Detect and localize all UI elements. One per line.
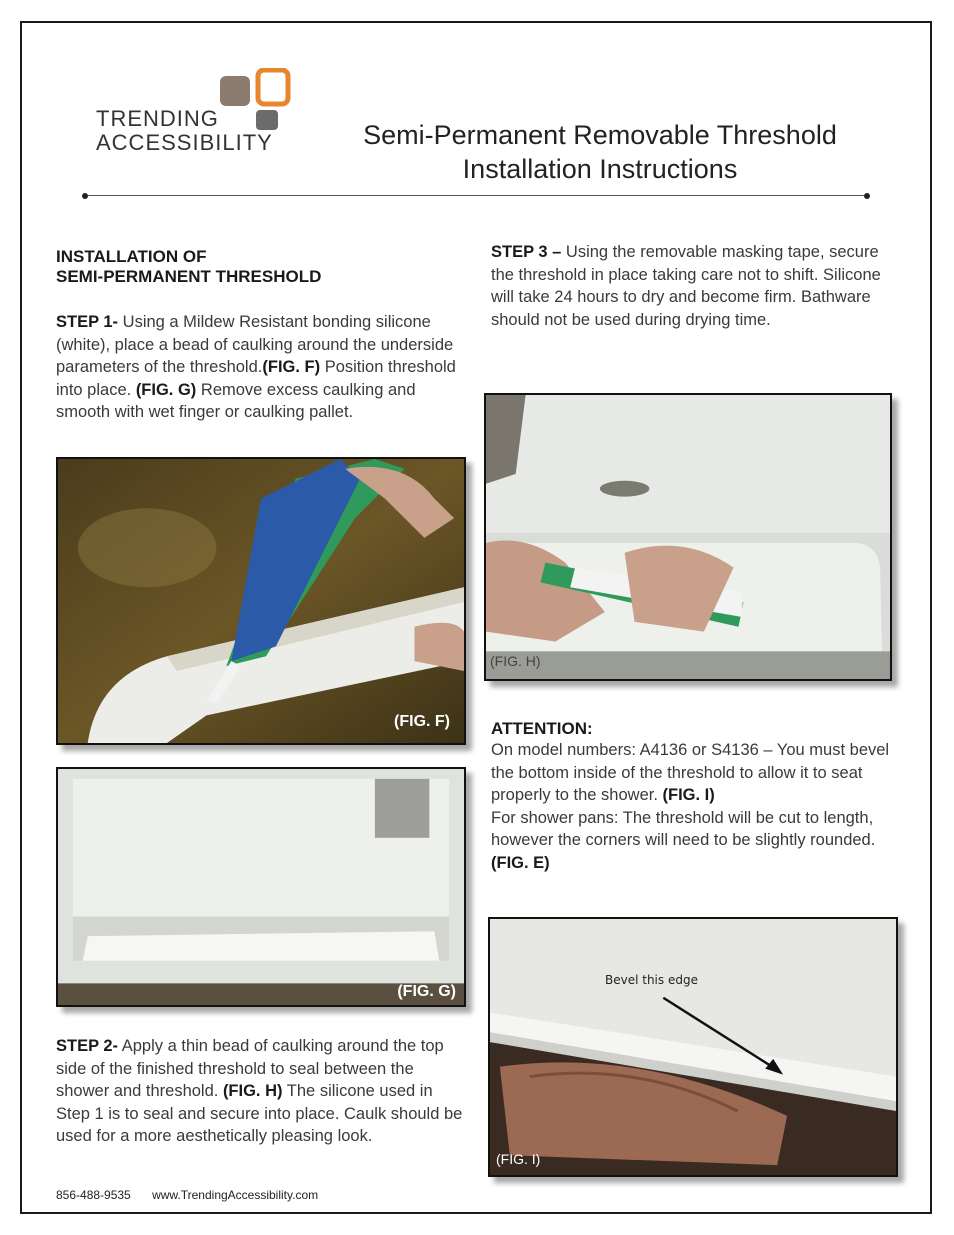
attention-ref-fig-i: (FIG. I) [662, 786, 715, 805]
bevel-edge-image [490, 919, 896, 1175]
step2-text-a: Apply a thin bead of caulking around the top side of the finished threshold to seal between the shower and threshold. [56, 1037, 444, 1101]
figure-h-caption: (FIG. H) [490, 653, 541, 669]
step2-label: STEP 2- [56, 1037, 119, 1055]
page-title [340, 118, 860, 186]
step1-paragraph [56, 311, 466, 424]
step3-label: STEP 3 – [491, 243, 562, 261]
figure-g-caption: (FIG. G) [397, 983, 456, 1000]
step1-text-a: Using a Mildew Resistant bonding silicone (white), place a bead of caulking around the underside parameters of the threshold. [56, 313, 454, 377]
step3-text-a: Using the removable masking tape, secure the threshold in place taking care not to shift. Silicone will take 24 hours to dry and become firm. Bathware should not be used during drying time. [491, 243, 881, 329]
figure-i-caption: (FIG. I) [496, 1151, 541, 1167]
caulk-gun-image [58, 459, 464, 743]
step1-label: STEP 1- [56, 313, 119, 331]
figure-i-annotation: Bevel this edge [605, 973, 698, 987]
brand-logo [96, 68, 326, 158]
footer-phone: 856-488-9535 [56, 1188, 131, 1202]
section-heading-line1: INSTALLATION OF [56, 247, 207, 266]
brand-line2: ACCESSIBILITY [96, 130, 273, 155]
step2-paragraph [56, 1035, 466, 1148]
figure-f-photo [56, 457, 466, 745]
step3-paragraph [491, 241, 901, 331]
caulking-threshold-image [486, 395, 890, 679]
footer-website[interactable]: www.TrendingAccessibility.com [152, 1188, 319, 1202]
title-line2: Installation Instructions [462, 154, 738, 184]
attention-paragraph [491, 739, 903, 875]
section-heading [56, 247, 321, 287]
attention-ref-fig-e: (FIG. E) [491, 853, 550, 872]
step1-text-c: Remove excess caulking and smooth with wet finger or caulking pallet. [56, 380, 416, 422]
section-heading-line2: SEMI-PERMANENT THRESHOLD [56, 267, 322, 286]
title-line1: Semi-Permanent Removable Threshold [363, 120, 837, 150]
attention-heading: ATTENTION: [491, 719, 593, 738]
step2-ref-fig-h: (FIG. H) [222, 1082, 283, 1101]
step1-ref-fig-g: (FIG. G) [135, 380, 197, 399]
step1-text-b: Position threshold into place. [56, 358, 456, 399]
page-footer [56, 1188, 318, 1202]
step2-text-b: The silicone used in Step 1 is to seal and secure into place. Caulk should be used for a more aesthetically pleasing look. [56, 1082, 463, 1146]
figure-i-photo [488, 917, 898, 1177]
figure-f-caption: (FIG. F) [394, 713, 450, 730]
step1-ref-fig-f: (FIG. F) [262, 358, 321, 377]
attention-text-a: On model numbers: A4136 or S4136 – You must bevel the bottom inside of the threshold to allow it to seat properly to the shower. [491, 741, 890, 805]
attention-text-b: For shower pans: The threshold will be cut to length, however the corners will need to be slightly rounded. [491, 808, 876, 850]
figure-h-photo [484, 393, 892, 681]
title-divider [82, 193, 870, 199]
brand-line1: TRENDING [96, 106, 219, 131]
figure-g-photo [56, 767, 466, 1007]
shower-base-image [58, 769, 464, 1005]
